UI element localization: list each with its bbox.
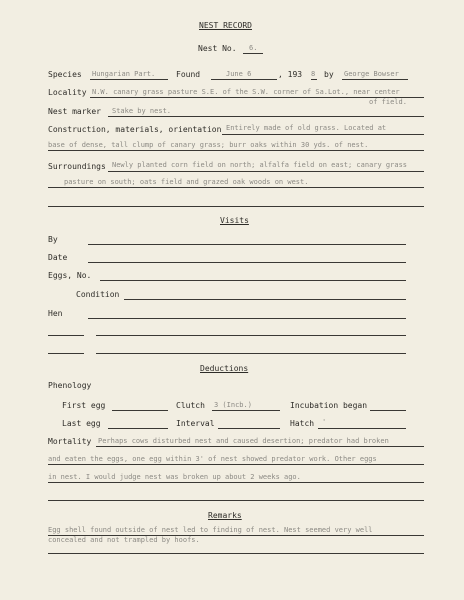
visits-title: Visits <box>220 216 249 225</box>
mortality-line-4 <box>48 500 424 501</box>
mortality-line-3 <box>48 482 424 483</box>
visits-extra-line-1b <box>96 335 406 336</box>
found-line <box>211 79 277 80</box>
visits-hen-label: Hen <box>48 309 63 318</box>
remarks-value-1: Egg shell found outside of nest led to finding of nest. Nest seemed very well <box>48 526 373 534</box>
interval-label: Interval <box>176 419 215 428</box>
surroundings-line-3 <box>48 206 424 207</box>
clutch-label: Clutch <box>176 401 205 410</box>
phenology-label: Phenology <box>48 381 92 390</box>
species-line <box>90 79 168 80</box>
visits-by-label: By <box>48 235 58 244</box>
visits-date-line <box>88 262 406 263</box>
visits-by-line <box>88 244 406 245</box>
interval-line <box>218 428 280 429</box>
nest-no-line <box>243 53 263 54</box>
surroundings-value-1: Newly planted corn field on north; alfalfa field on east; canary grass <box>112 161 408 169</box>
surroundings-line-1 <box>108 171 424 172</box>
mortality-label: Mortality <box>48 437 92 446</box>
species-value: Hungarian Part. <box>92 70 156 78</box>
remarks-title: Remarks <box>208 511 242 520</box>
surroundings-line-2 <box>48 187 424 188</box>
year-prefix: , 193 <box>278 70 303 79</box>
surroundings-value-2: pasture on south; oats field and grazed oak woods on west. <box>64 178 309 186</box>
mortality-line-1 <box>96 446 424 447</box>
visits-extra-line-2a <box>48 353 84 354</box>
visits-extra-line-1a <box>48 335 84 336</box>
construction-value-1: Entirely made of old grass. Located at <box>226 124 387 132</box>
locality-value-1: N.W. canary grass pasture S.E. of the S.W. corner of Sa.Lot., near center <box>92 88 400 96</box>
surroundings-label: Surroundings <box>48 162 106 171</box>
by-label: by <box>324 70 334 79</box>
clutch-value: 3 (Incb.) <box>214 401 252 409</box>
form-title: NEST RECORD <box>199 21 252 30</box>
first-egg-line <box>112 410 168 411</box>
visits-extra-line-2b <box>96 353 406 354</box>
year-value: 8 <box>311 70 316 78</box>
construction-line-2 <box>48 150 424 151</box>
clutch-line <box>212 410 280 411</box>
last-egg-label: Last egg <box>62 419 101 428</box>
nest-marker-label: Nest marker <box>48 107 101 116</box>
locality-value-2: of field. <box>369 98 407 106</box>
found-value: June 6 <box>226 70 252 78</box>
nest-no-value: 6. <box>249 44 258 52</box>
construction-line-1 <box>222 134 424 135</box>
species-label: Species <box>48 70 82 79</box>
incubation-label: Incubation began <box>290 401 368 410</box>
deductions-title: Deductions <box>200 364 249 373</box>
visits-eggs-label: Eggs, No. <box>48 271 92 280</box>
visits-condition-label: Condition <box>76 290 120 299</box>
construction-label: Construction, materials, orientation <box>48 125 222 134</box>
remarks-line-2 <box>48 553 424 554</box>
visits-condition-line <box>124 299 406 300</box>
hatch-mark: ' <box>322 418 327 426</box>
last-egg-line <box>108 428 168 429</box>
visits-hen-line <box>88 318 406 319</box>
remarks-value-2: concealed and not trampled by hoofs. <box>48 536 200 544</box>
visits-eggs-line <box>100 280 406 281</box>
by-line <box>342 79 408 80</box>
nest-no-label: Nest No. <box>198 44 237 53</box>
construction-value-2: base of dense, tall clump of canary grass; burr oaks within 30 yds. of nest. <box>48 141 369 149</box>
nest-marker-value: Stake by nest. <box>112 107 172 115</box>
locality-label: Locality <box>48 88 87 97</box>
mortality-value-3: in nest. I would judge nest was broken up about 2 weeks ago. <box>48 473 301 481</box>
first-egg-label: First egg <box>62 401 106 410</box>
year-line <box>311 79 317 80</box>
hatch-line <box>318 428 406 429</box>
nest-marker-line <box>108 116 424 117</box>
hatch-label: Hatch <box>290 419 315 428</box>
mortality-value-2: and eaten the eggs, one egg within 3' of nest showed predator work. Other eggs <box>48 455 377 463</box>
incubation-line <box>370 410 406 411</box>
mortality-line-2 <box>48 464 424 465</box>
visits-date-label: Date <box>48 253 68 262</box>
found-label: Found <box>176 70 201 79</box>
mortality-value-1: Perhaps cows disturbed nest and caused desertion; predator had broken <box>98 437 389 445</box>
by-value: George Bowser <box>344 70 399 78</box>
